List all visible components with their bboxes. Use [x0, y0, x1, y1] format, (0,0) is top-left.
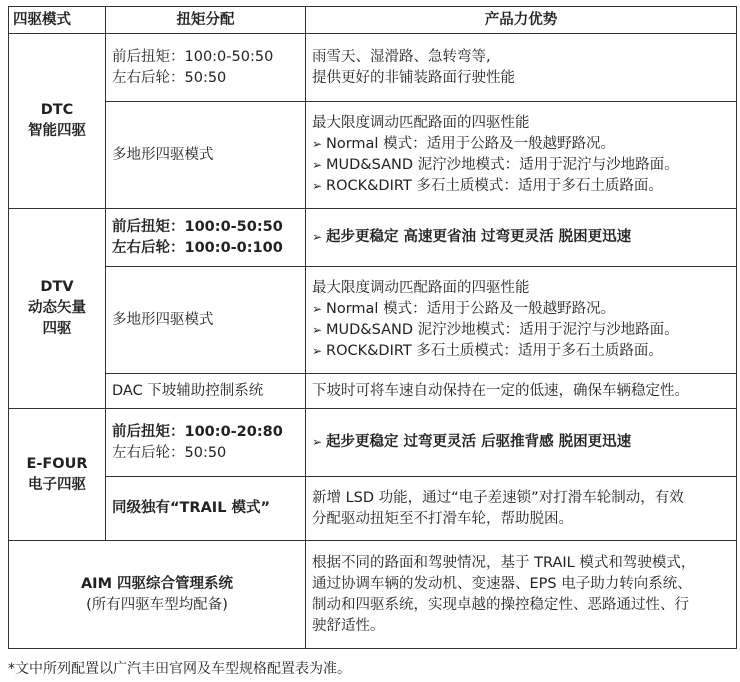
table-header-row: [9, 7, 737, 34]
table-row: [9, 34, 737, 102]
bullet-item: ➢ MUD&SAND 泥泞沙地模式：适用于泥泞与沙地路面。: [312, 320, 736, 341]
torque-left-right: 左右后轮：100:0-0:100: [112, 239, 283, 256]
mode-cell-dtv: [9, 209, 106, 409]
advantage-cell: [306, 477, 737, 541]
header-torque: 扭矩分配: [106, 7, 306, 34]
arrow-bullet-icon: ➢: [312, 179, 323, 193]
advantage-text: 最大限度调动匹配路面的四驱性能: [312, 280, 530, 296]
mode-name: DTV: [40, 279, 74, 295]
advantage-text: 最大限度调动匹配路面的四驱性能: [312, 115, 530, 131]
torque-front-rear: 前后扭矩：100:0-50:50: [112, 48, 274, 65]
footnote: *文中所列配置以广汽丰田官网及车型规格配置表为准。: [8, 661, 351, 677]
arrow-bullet-icon: ➢: [312, 302, 323, 316]
mode-name: DTC: [40, 102, 74, 118]
mode-name: AIM 四驱综合管理系统: [80, 575, 234, 592]
bullet-item: ➢ 起步更稳定 过弯更灵活 后驱推背感 脱困更迅速: [312, 432, 736, 453]
arrow-bullet-icon: ➢: [312, 158, 323, 172]
table-row: [9, 374, 737, 409]
bullet-item: ➢ ROCK&DIRT 多石土质模式：适用于多石土质路面。: [312, 341, 736, 362]
mode-cell-aim: [9, 541, 306, 649]
advantage-text: 提供更好的非铺装路面行驶性能: [312, 69, 515, 86]
arrow-bullet-icon: ➢: [312, 137, 323, 151]
bullet-item: ➢ 起步更稳定 高速更省油 过弯更灵活 脱困更迅速: [312, 227, 736, 248]
mode-name: E-FOUR: [26, 455, 88, 472]
mode-cell-efour: [9, 409, 106, 541]
advantage-text: 驶舒适性。: [312, 617, 385, 634]
mode-subname: 四驱: [42, 321, 72, 337]
bullet-item: ➢ MUD&SAND 泥泞沙地模式：适用于泥泞与沙地路面。: [312, 155, 736, 176]
mode-subname: 动态矢量: [28, 300, 86, 316]
advantage-text: 通过协调车辆的发动机、变速器、EPS 电子助力转向系统、: [312, 575, 692, 592]
torque-cell: [106, 34, 306, 102]
advantage-text: 制动和四驱系统，实现卓越的操控稳定性、恶路通过性、行: [312, 596, 689, 613]
advantage-cell: [306, 409, 737, 477]
torque-front-rear: 前后扭矩：100:0-20:80: [112, 423, 283, 440]
advantage-cell: [306, 541, 737, 649]
mode-subname: 智能四驱: [28, 123, 86, 139]
table-row: [9, 209, 737, 267]
torque-cell: 多地形四驱模式: [106, 267, 306, 374]
header-mode: 四驱模式: [9, 7, 106, 34]
arrow-bullet-icon: ➢: [312, 344, 323, 358]
advantage-cell: 下坡时可将车速自动保持在一定的低速，确保车辆稳定性。: [306, 374, 737, 409]
torque-cell: 同级独有“TRAIL 模式”: [106, 477, 306, 541]
torque-left-right: 左右后轮：50:50: [112, 444, 227, 461]
torque-cell: [106, 409, 306, 477]
table-row: [9, 267, 737, 374]
mode-subname: (所有四驱车型均配备): [86, 596, 228, 613]
advantage-text: 根据不同的路面和驾驶情况，基于 TRAIL 模式和驾驶模式，: [312, 554, 696, 571]
bullet-item: ➢ Normal 模式：适用于公路及一般越野路况。: [312, 299, 736, 320]
table-row: [9, 541, 737, 649]
header-advantage: 产品力优势: [306, 7, 737, 34]
torque-cell: 多地形四驱模式: [106, 102, 306, 209]
bullet-item: ➢ ROCK&DIRT 多石土质模式：适用于多石土质路面。: [312, 176, 736, 197]
torque-front-rear: 前后扭矩：100:0-50:50: [112, 218, 283, 235]
advantage-text: 雨雪天、湿滑路、急转弯等,: [312, 48, 491, 65]
table-row: [9, 102, 737, 209]
advantage-cell: [306, 209, 737, 267]
torque-cell: [106, 209, 306, 267]
advantage-text: 分配驱动扭矩至不打滑车轮，帮助脱困。: [312, 510, 573, 527]
bullet-item: ➢ Normal 模式：适用于公路及一般越野路况。: [312, 134, 736, 155]
arrow-bullet-icon: ➢: [312, 435, 323, 449]
table-row: [9, 409, 737, 477]
torque-cell: DAC 下坡辅助控制系统: [106, 374, 306, 409]
advantage-text: 新增 LSD 功能，通过“电子差速锁”对打滑车轮制动，有效: [312, 489, 684, 506]
table-row: [9, 477, 737, 541]
advantage-cell: [306, 34, 737, 102]
arrow-bullet-icon: ➢: [312, 323, 323, 337]
four-wheel-drive-comparison-table: [8, 6, 737, 649]
mode-subname: 电子四驱: [28, 476, 86, 493]
torque-left-right: 左右后轮：50:50: [112, 69, 227, 86]
mode-cell-dtc: [9, 34, 106, 209]
advantage-cell: [306, 102, 737, 209]
advantage-cell: [306, 267, 737, 374]
arrow-bullet-icon: ➢: [312, 230, 323, 244]
